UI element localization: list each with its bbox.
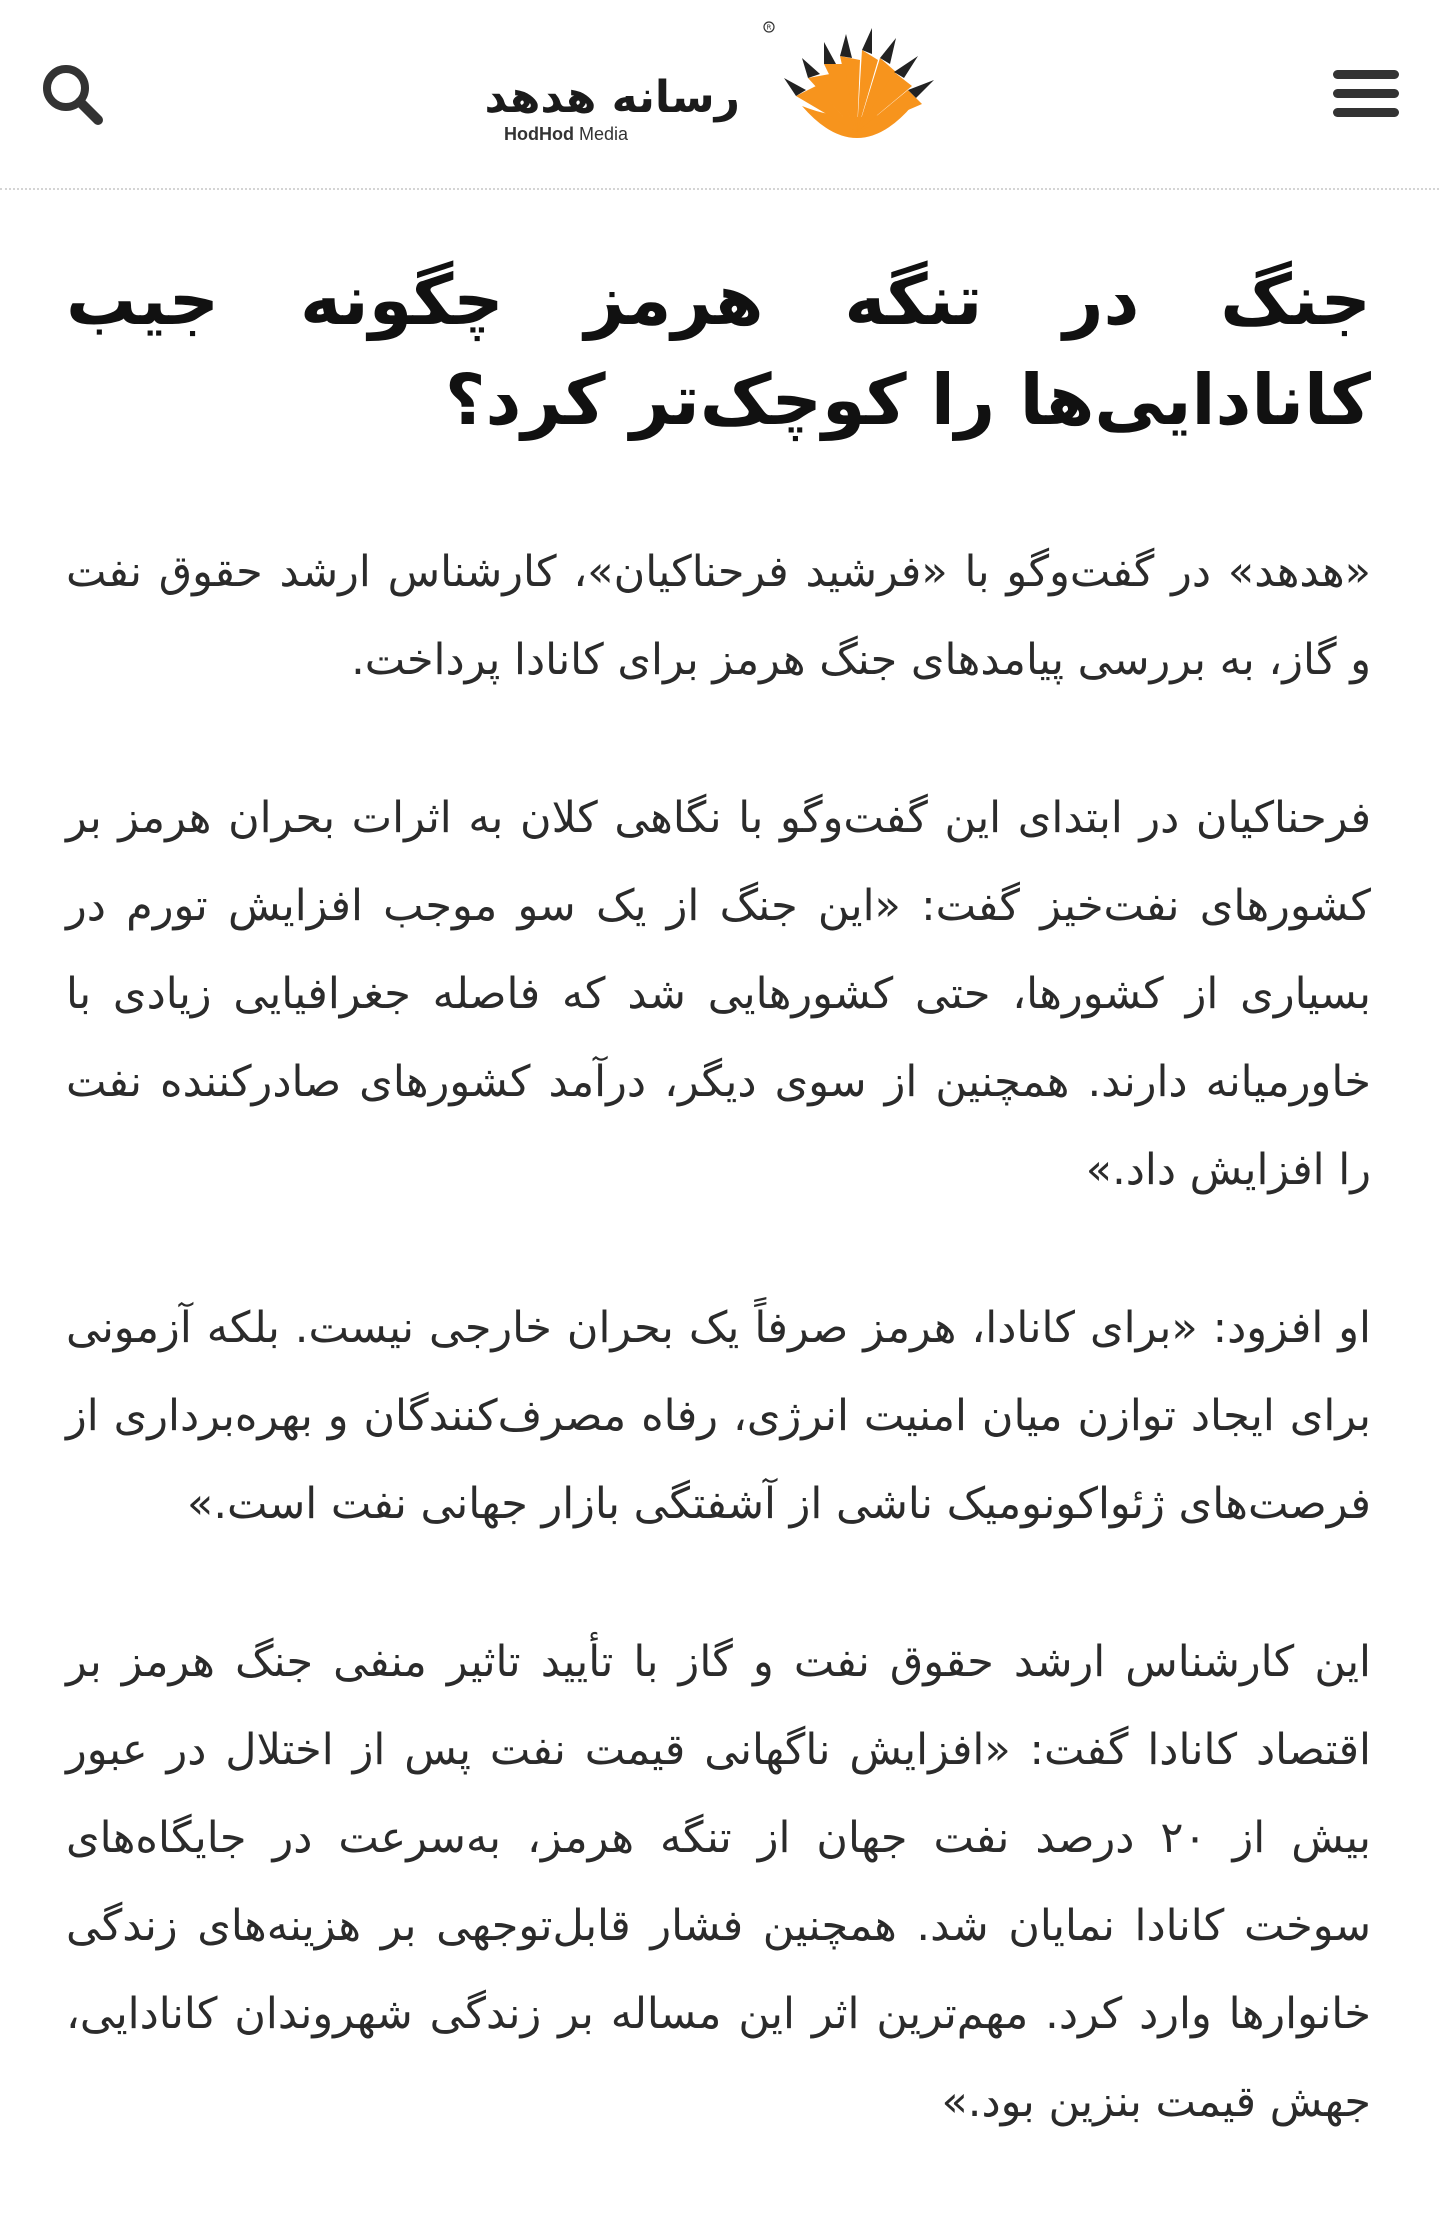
hoopoe-crest-icon xyxy=(762,20,952,145)
article-paragraph-4: این کارشناس ارشد حقوق نفت و گاز با تأیید تاثیر منفی جنگ هرمز بر اقتصاد کانادا گفت: «افزایش ناگهانی قیمت نفت پس از اختلال در عبور بیش از ۲۰ درصد نفت جهان از تنگه هرمز، به‌سرعت در جایگاه‌های سوخت کانادا نمایان شد. همچنین فشار قابل‌توجهی بر هزینه‌های زندگی خانوارها وارد کرد. مهم‌ترین اثر این مساله بر زندگی شهروندان کانادایی، جهش قیمت بنزین بود.» xyxy=(66,1637,1371,2127)
article xyxy=(66,250,1371,2216)
article-paragraph-2: فرحناکیان در ابتدای این گفت‌وگو با نگاهی کلان به اثرات بحران هرمز بر کشورهای نفت‌خیز گفت: «این جنگ از یک سو موجب افزایش تورم در بسیاری از کشورها، حتی کشورهایی شد که فاصله جغرافیایی زیادی با خاورمیانه دارند. همچنین از سوی دیگر، درآمد کشورهای صادرکننده نفت را افزایش داد.» xyxy=(66,793,1371,1195)
site-header xyxy=(0,0,1439,190)
logo-subtitle xyxy=(504,124,628,145)
logo-sub-light: Media xyxy=(573,124,629,144)
svg-text:R: R xyxy=(766,23,772,32)
logo-sub-bold: HodHod xyxy=(504,124,574,144)
hamburger-menu-icon[interactable] xyxy=(1331,66,1401,122)
logo-wordmark: رسانه هدهد xyxy=(484,72,740,123)
article-title: جنگ در تنگه هرمز چگونه جیب کانادایی‌ها را کوچک‌تر کرد؟ xyxy=(66,259,1371,441)
site-logo[interactable] xyxy=(484,20,950,170)
article-paragraph-1: «هدهد» در گفت‌وگو با «فرشید فرحناکیان»، کارشناس ارشد حقوق نفت و گاز، به بررسی پیامدهای جنگ هرمز برای کانادا پرداخت. xyxy=(66,547,1371,685)
article-paragraph-3: او افزود: «برای کانادا، هرمز صرفاً یک بحران خارجی نیست. بلکه آزمونی برای ایجاد توازن میان امنیت انرژی، رفاه مصرف‌کنندگان و بهره‌برداری از فرصت‌های ژئواکونومیک ناشی از آشفتگی بازار جهانی نفت است.» xyxy=(66,1303,1371,1529)
search-icon[interactable] xyxy=(38,60,106,128)
